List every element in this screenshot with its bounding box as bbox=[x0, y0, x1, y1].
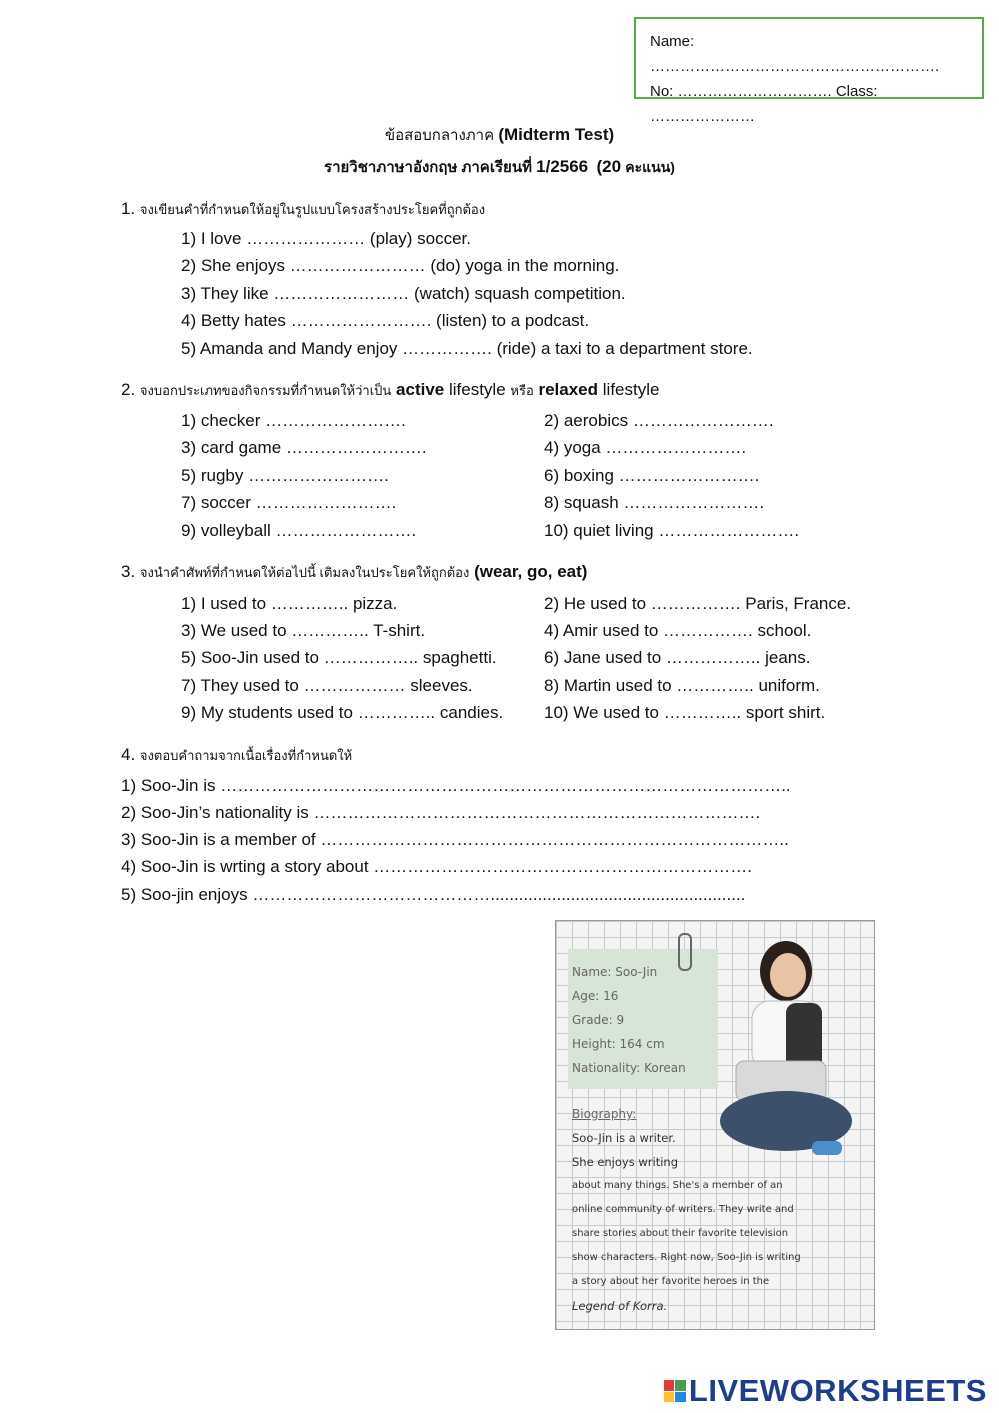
q3-item[interactable]: 3) We used to ………….. T-shirt. bbox=[181, 621, 426, 640]
q3-item[interactable]: 8) Martin used to ………….. uniform. bbox=[544, 676, 820, 695]
q3-item[interactable]: 6) Jane used to …………….. jeans. bbox=[544, 648, 811, 667]
q2-lifestyle: lifestyle bbox=[448, 380, 506, 399]
q3-item[interactable]: 5) Soo-Jin used to …………….. spaghetti. bbox=[181, 648, 497, 667]
logo-blocks-icon bbox=[664, 1380, 686, 1402]
profile-grade: Grade: 9 bbox=[572, 1013, 625, 1027]
q3-item[interactable]: 9) My students used to ………….. candies. bbox=[181, 703, 504, 722]
score-num: (20 bbox=[596, 157, 622, 176]
q3-words: (wear, go, eat) bbox=[474, 562, 588, 581]
title-th: ข้อสอบกลางภาค bbox=[384, 127, 495, 144]
q4-number: 4. bbox=[121, 745, 136, 764]
q2-item[interactable]: 8) squash ……………………. bbox=[544, 493, 765, 512]
bio-line: a story about her favorite heroes in the bbox=[572, 1276, 770, 1287]
q1-item[interactable]: 2) She enjoys …………………… (do) yoga in the morning. bbox=[181, 256, 620, 275]
bio-line: She enjoys writing bbox=[572, 1155, 678, 1169]
q3-item[interactable]: 4) Amir used to ……………. school. bbox=[544, 621, 812, 640]
profile-age: Age: 16 bbox=[572, 989, 619, 1003]
bio-line: Legend of Korra. bbox=[572, 1299, 668, 1313]
title-en: (Midterm Test) bbox=[498, 125, 615, 144]
q4-heading bbox=[121, 745, 352, 766]
q2-relaxed: relaxed bbox=[538, 380, 599, 399]
bio-line: about many things. She's a member of an bbox=[572, 1180, 783, 1191]
profile-height: Height: 164 cm bbox=[572, 1037, 665, 1051]
q2-lifestyle: lifestyle bbox=[602, 380, 660, 399]
q3-heading bbox=[121, 562, 587, 583]
q1-heading bbox=[121, 199, 485, 220]
girl-illustration bbox=[716, 931, 856, 1171]
q3-instruction: จงนำคำศัพท์ที่กำหนดให้ต่อไปนี้ เติมลงในประโยคให้ถูกต้อง bbox=[139, 565, 470, 580]
profile-name: Name: Soo-Jin bbox=[572, 965, 658, 979]
q1-item[interactable]: 5) Amanda and Mandy enjoy ……………. (ride) a taxi to a department store. bbox=[181, 339, 753, 358]
q2-item[interactable]: 5) rugby ……………………. bbox=[181, 466, 389, 485]
q2-item[interactable]: 3) card game ……………………. bbox=[181, 438, 427, 457]
q2-active: active bbox=[396, 380, 445, 399]
name-field[interactable]: Name: …………………………………………………. bbox=[650, 33, 940, 75]
profile-nationality: Nationality: Korean bbox=[572, 1061, 686, 1075]
q3-item[interactable]: 10) We used to ………….. sport shirt. bbox=[544, 703, 826, 722]
term: 1/2566 bbox=[536, 157, 589, 176]
q1-item[interactable]: 1) I love ………………… (play) soccer. bbox=[181, 229, 472, 248]
q4-instruction: จงตอบคำถามจากเนื้อเรื่องที่กำหนดให้ bbox=[139, 748, 353, 763]
subject-th: รายวิชาภาษาอังกฤษ ภาคเรียนที่ bbox=[324, 159, 532, 176]
bio-line: share stories about their favorite television bbox=[572, 1228, 789, 1239]
q4-item[interactable]: 2) Soo-Jin’s nationality is ……………………………………………………………………. bbox=[121, 803, 761, 822]
q3-number: 3. bbox=[121, 562, 136, 581]
logo-text: LIVEWORKSHEETS bbox=[688, 1373, 987, 1408]
q3-item[interactable]: 1) I used to ………….. pizza. bbox=[181, 594, 398, 613]
q1-item[interactable]: 3) They like …………………… (watch) squash competition. bbox=[181, 284, 626, 303]
q2-instruction: จงบอกประเภทของกิจกรรมที่กำหนดให้ว่าเป็น bbox=[139, 383, 392, 398]
q2-item[interactable]: 6) boxing ……………………. bbox=[544, 466, 760, 485]
q2-item[interactable]: 9) volleyball ……………………. bbox=[181, 521, 417, 540]
q2-heading bbox=[121, 380, 659, 401]
paperclip-icon bbox=[678, 933, 692, 971]
q1-number: 1. bbox=[121, 199, 136, 218]
q4-item[interactable]: 5) Soo-jin enjoys ……………………………………...................................................... bbox=[121, 885, 746, 904]
q4-item[interactable]: 1) Soo-Jin is ……………………………………………………………………………………….. bbox=[121, 776, 791, 795]
score-th: คะแนน) bbox=[625, 159, 675, 175]
q2-item[interactable]: 10) quiet living ……………………. bbox=[544, 521, 800, 540]
q2-item[interactable]: 7) soccer ……………………. bbox=[181, 493, 397, 512]
bio-heading: Biography: bbox=[572, 1107, 637, 1121]
q4-item[interactable]: 4) Soo-Jin is wrting a story about …………………………………………………………. bbox=[121, 857, 753, 876]
q2-item[interactable]: 1) checker ……………………. bbox=[181, 411, 406, 430]
q4-item[interactable]: 3) Soo-Jin is a member of ……………………………………………………………………….. bbox=[121, 830, 789, 849]
number-class-field[interactable]: No: …………………………. Class: ………………… bbox=[650, 83, 878, 125]
bio-line: show characters. Right now, Soo-Jin is writing bbox=[572, 1252, 801, 1263]
q3-item[interactable]: 7) They used to ……………… sleeves. bbox=[181, 676, 473, 695]
title-line-1 bbox=[0, 123, 999, 147]
q2-item[interactable]: 2) aerobics ……………………. bbox=[544, 411, 774, 430]
bio-line: Soo-Jin is a writer. bbox=[572, 1131, 676, 1145]
q2-or: หรือ bbox=[510, 383, 534, 398]
q1-item[interactable]: 4) Betty hates ……………………. (listen) to a podcast. bbox=[181, 311, 590, 330]
q1-instruction: จงเขียนคำที่กำหนดให้อยู่ในรูปแบบโครงสร้างประโยคที่ถูกต้อง bbox=[139, 202, 486, 217]
profile-card-image bbox=[555, 920, 875, 1330]
liveworksheets-logo bbox=[664, 1373, 987, 1409]
student-info-box bbox=[634, 17, 984, 125]
q2-number: 2. bbox=[121, 380, 136, 399]
bio-line: online community of writers. They write and bbox=[572, 1204, 794, 1215]
title-line-2 bbox=[0, 155, 999, 179]
q3-item[interactable]: 2) He used to ……………. Paris, France. bbox=[544, 594, 852, 613]
q2-item[interactable]: 4) yoga ……………………. bbox=[544, 438, 747, 457]
